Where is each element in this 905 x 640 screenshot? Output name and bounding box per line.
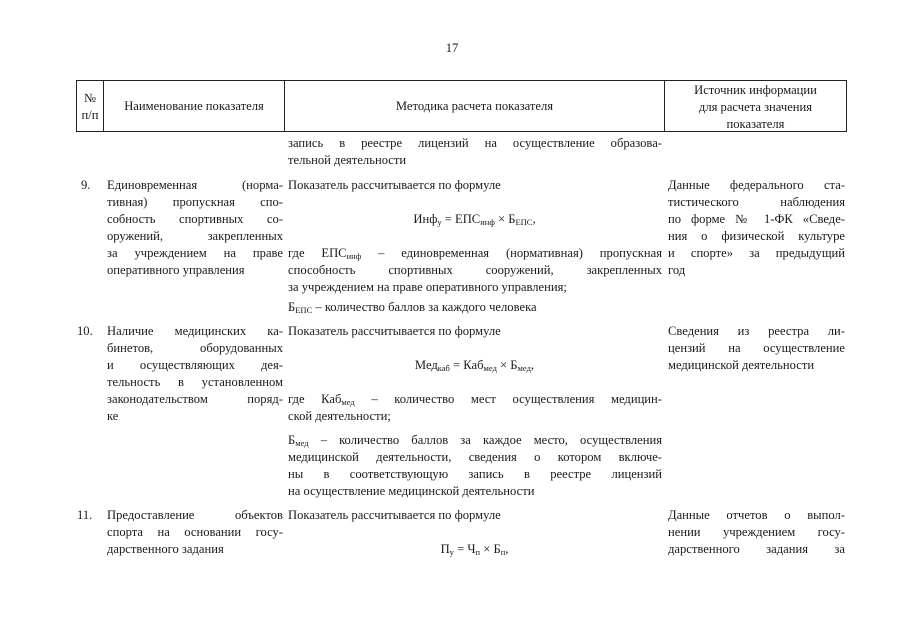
text-line: дарственного задания за xyxy=(668,542,845,556)
formula: $Инф_у = ЕПС_{инф} \times Б_{ЕПС}$, xyxy=(413,212,536,227)
text-line: спорта на основании госу- xyxy=(107,525,283,539)
text-line: где Каб$_{мед}$ – количество мест осуществления медицин- xyxy=(288,392,662,407)
text-line: где $ЕПС_{инф}$ – единовременная (нормативная) пропускная xyxy=(288,246,662,261)
text-line: Показатель рассчитывается по формуле xyxy=(288,178,501,192)
text-line: Показатель рассчитывается по формуле xyxy=(288,324,501,338)
text-line: за учреждением на праве xyxy=(107,246,283,260)
text-line: медицинской деятельности, сведения о котором включе- xyxy=(288,450,662,464)
text-line: и спорте» за предыдущий xyxy=(668,246,845,260)
text-line: оперативного управления xyxy=(107,263,245,277)
text-line: оружений, закрепленных xyxy=(107,229,283,243)
text-line: на осуществление медицинской деятельности xyxy=(288,484,535,498)
text-line: год xyxy=(668,263,686,277)
header-source-line: показателя xyxy=(726,117,785,131)
text-line: тивная) пропускная спо- xyxy=(107,195,283,209)
page-number: 17 xyxy=(445,41,459,55)
text-line: $Б_{мед}$ – количество баллов за каждое место, осуществления xyxy=(288,433,662,448)
row-number: 11. xyxy=(77,508,93,522)
row-number: 10. xyxy=(77,324,93,338)
header-name: Наименование показателя xyxy=(124,99,264,113)
text-line: цензий на осуществление xyxy=(668,341,845,355)
text-line: бинетов, оборудованных xyxy=(107,341,283,355)
text-line: собность спортивных со- xyxy=(107,212,283,226)
text-line: способность спортивных сооружений, закрепленных xyxy=(288,263,662,277)
text-line: ской деятельности; xyxy=(288,409,391,423)
text-line: Предоставление объектов xyxy=(107,508,283,522)
text-line: законодательством поряд- xyxy=(107,392,283,406)
header-source-line: Источник информации xyxy=(694,83,817,97)
text-line: Данные отчетов о выпол- xyxy=(668,508,845,522)
header-top-rule xyxy=(76,80,847,81)
text-line: Единовременная (норма- xyxy=(107,178,283,192)
text-line: тельность в установленном xyxy=(107,375,283,389)
text-line: тистического наблюдения xyxy=(668,195,845,209)
header-method: Методика расчета показателя xyxy=(395,99,554,113)
row-number: 9. xyxy=(81,178,91,192)
text-line: нении учреждением госу- xyxy=(668,525,845,539)
header-source-line: для расчета значения xyxy=(698,100,813,114)
formula: $Мед_{каб} = Каб_{мед} \times Б_{мед}$, xyxy=(414,358,535,373)
formula: $П_у = Ч_п \times Б_п$, xyxy=(440,542,509,557)
text-line: и осуществляющих дея- xyxy=(107,358,283,372)
text-line: запись в реестре лицензий на осуществление образова- xyxy=(288,136,662,150)
text-line: тельной деятельности xyxy=(288,153,407,167)
header-num-line: п/п xyxy=(81,108,99,122)
text-line: Показатель рассчитывается по формуле xyxy=(288,508,501,522)
text-line: Наличие медицинских ка- xyxy=(107,324,283,338)
text-line: медицинской деятельности xyxy=(668,358,815,372)
text-line: по форме № 1-ФК «Сведе- xyxy=(668,212,845,226)
text-line: ния о физической культуре xyxy=(668,229,845,243)
text-line: ке xyxy=(107,409,119,423)
header-divider xyxy=(846,80,847,132)
text-line: Сведения из реестра ли- xyxy=(668,324,845,338)
text-line: за учреждением на праве оперативного управления; xyxy=(288,280,567,294)
text-line: $Б_{ЕПС}$ – количество баллов за каждого человека xyxy=(288,300,537,315)
text-line: дарственного задания xyxy=(107,542,224,556)
text-line: Данные федерального ста- xyxy=(668,178,845,192)
header-num-line: № xyxy=(83,91,97,105)
text-line: ны в соответствующую запись в реестре лицензий xyxy=(288,467,662,481)
